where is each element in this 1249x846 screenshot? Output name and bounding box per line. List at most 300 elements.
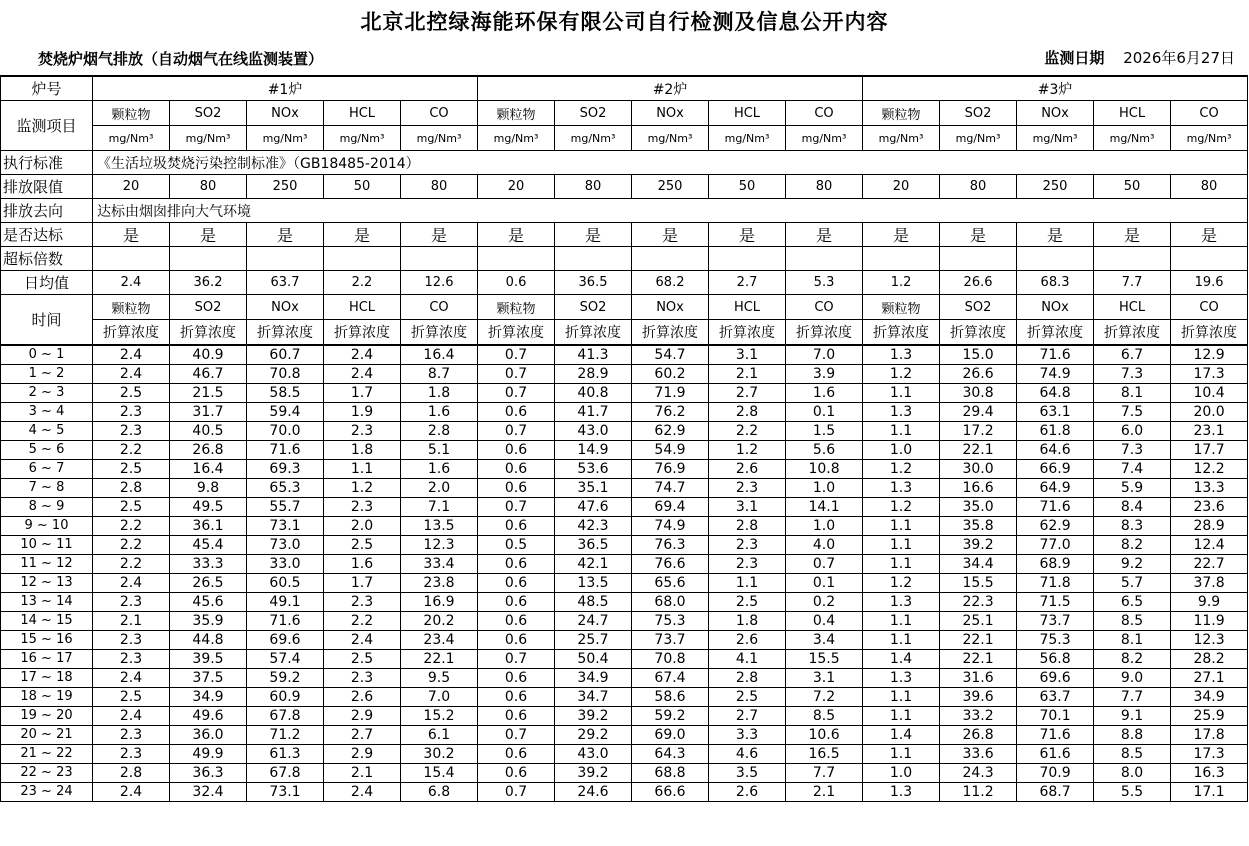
conc-label-cell: 折算浓度 — [786, 320, 863, 346]
item-header-lower: CO — [401, 295, 478, 320]
value-cell: 59.2 — [632, 707, 709, 726]
value-cell: 2.3 — [93, 650, 170, 669]
value-cell: 34.7 — [555, 688, 632, 707]
value-cell: 67.4 — [632, 669, 709, 688]
value-cell: 24.3 — [940, 764, 1017, 783]
value-cell: 62.9 — [632, 422, 709, 441]
value-cell: 74.9 — [632, 517, 709, 536]
value-cell: 1.2 — [324, 479, 401, 498]
value-cell: 68.7 — [1017, 783, 1094, 802]
destination-row — [1, 199, 1248, 223]
value-cell: 0.6 — [478, 612, 555, 631]
value-cell: 60.9 — [247, 688, 324, 707]
item-header: HCL — [1094, 101, 1171, 126]
item-header: 颗粒物 — [93, 101, 170, 126]
value-cell: 2.7 — [324, 726, 401, 745]
value-cell: 1.7 — [324, 574, 401, 593]
value-cell: 1.7 — [324, 384, 401, 403]
value-cell: 2.8 — [93, 479, 170, 498]
value-cell: 35.0 — [940, 498, 1017, 517]
value-cell: 17.3 — [1171, 365, 1248, 384]
table-row — [1, 345, 1248, 365]
value-cell: 10.4 — [1171, 384, 1248, 403]
standard-label: 执行标准 — [1, 151, 93, 175]
value-cell: 0.7 — [478, 650, 555, 669]
value-cell: 71.6 — [1017, 726, 1094, 745]
value-cell: 61.6 — [1017, 745, 1094, 764]
item-header: CO — [401, 101, 478, 126]
value-cell: 76.3 — [632, 536, 709, 555]
limit-cell: 250 — [632, 175, 709, 199]
value-cell: 60.7 — [247, 345, 324, 365]
time-cell: 21 ~ 22 — [1, 745, 93, 764]
time-cell: 7 ~ 8 — [1, 479, 93, 498]
exceed-cell — [555, 247, 632, 271]
time-label: 时间 — [1, 295, 93, 346]
value-cell: 1.1 — [863, 517, 940, 536]
value-cell: 1.2 — [863, 498, 940, 517]
value-cell: 37.5 — [170, 669, 247, 688]
value-cell: 2.9 — [324, 745, 401, 764]
exceed-cell — [247, 247, 324, 271]
unit-cell: mg/Nm³ — [401, 126, 478, 151]
item-header-lower: SO2 — [940, 295, 1017, 320]
item-header: NOx — [247, 101, 324, 126]
value-cell: 47.6 — [555, 498, 632, 517]
value-cell: 73.1 — [247, 783, 324, 802]
value-cell: 8.8 — [1094, 726, 1171, 745]
value-cell: 1.0 — [863, 764, 940, 783]
value-cell: 2.5 — [709, 688, 786, 707]
value-cell: 1.1 — [863, 688, 940, 707]
unit-cell: mg/Nm³ — [940, 126, 1017, 151]
value-cell: 0.1 — [786, 574, 863, 593]
value-cell: 69.6 — [1017, 669, 1094, 688]
value-cell: 41.3 — [555, 345, 632, 365]
value-cell: 2.6 — [324, 688, 401, 707]
value-cell: 2.3 — [93, 403, 170, 422]
value-cell: 23.1 — [1171, 422, 1248, 441]
value-cell: 0.6 — [478, 764, 555, 783]
compliant-cell: 是 — [1094, 223, 1171, 247]
value-cell: 8.3 — [1094, 517, 1171, 536]
unit-cell: mg/Nm³ — [478, 126, 555, 151]
item-header-lower: HCL — [709, 295, 786, 320]
value-cell: 1.3 — [863, 593, 940, 612]
compliant-cell: 是 — [324, 223, 401, 247]
limit-cell: 50 — [324, 175, 401, 199]
unit-cell: mg/Nm³ — [555, 126, 632, 151]
value-cell: 34.9 — [555, 669, 632, 688]
value-cell: 1.6 — [786, 384, 863, 403]
value-cell: 0.5 — [478, 536, 555, 555]
value-cell: 2.3 — [324, 669, 401, 688]
value-cell: 66.6 — [632, 783, 709, 802]
time-cell: 11 ~ 12 — [1, 555, 93, 574]
conc-label-cell: 折算浓度 — [324, 320, 401, 346]
value-cell: 7.1 — [401, 498, 478, 517]
value-cell: 22.7 — [1171, 555, 1248, 574]
table-row — [1, 650, 1248, 669]
value-cell: 35.9 — [170, 612, 247, 631]
value-cell: 22.3 — [940, 593, 1017, 612]
value-cell: 2.3 — [93, 631, 170, 650]
value-cell: 1.0 — [786, 517, 863, 536]
value-cell: 3.4 — [786, 631, 863, 650]
value-cell: 61.8 — [1017, 422, 1094, 441]
item-header-lower: NOx — [247, 295, 324, 320]
value-cell: 1.3 — [863, 669, 940, 688]
unit-cell: mg/Nm³ — [863, 126, 940, 151]
value-cell: 20.2 — [401, 612, 478, 631]
value-cell: 1.1 — [863, 745, 940, 764]
table-row — [1, 726, 1248, 745]
value-cell: 1.2 — [863, 365, 940, 384]
value-cell: 31.7 — [170, 403, 247, 422]
value-cell: 2.4 — [324, 631, 401, 650]
exceed-cell — [1017, 247, 1094, 271]
unit-cell: mg/Nm³ — [324, 126, 401, 151]
conc-label-cell: 折算浓度 — [93, 320, 170, 346]
limit-cell: 80 — [786, 175, 863, 199]
value-cell: 68.8 — [632, 764, 709, 783]
value-cell: 7.2 — [786, 688, 863, 707]
compliant-cell: 是 — [632, 223, 709, 247]
value-cell: 2.3 — [93, 726, 170, 745]
value-cell: 30.8 — [940, 384, 1017, 403]
value-cell: 76.2 — [632, 403, 709, 422]
daily-avg-cell: 19.6 — [1171, 271, 1248, 295]
value-cell: 2.5 — [93, 460, 170, 479]
exceed-cell — [478, 247, 555, 271]
value-cell: 33.6 — [940, 745, 1017, 764]
emission-table — [0, 75, 1248, 802]
value-cell: 23.6 — [1171, 498, 1248, 517]
value-cell: 40.5 — [170, 422, 247, 441]
item-header: CO — [786, 101, 863, 126]
value-cell: 3.5 — [709, 764, 786, 783]
value-cell: 0.6 — [478, 403, 555, 422]
value-cell: 71.2 — [247, 726, 324, 745]
monitoring-date — [1044, 47, 1235, 68]
value-cell: 2.7 — [709, 707, 786, 726]
value-cell: 54.9 — [632, 441, 709, 460]
item-header: SO2 — [940, 101, 1017, 126]
unit-row — [1, 126, 1248, 151]
value-cell: 0.7 — [478, 365, 555, 384]
conc-label-cell: 折算浓度 — [1017, 320, 1094, 346]
value-cell: 35.8 — [940, 517, 1017, 536]
table-row — [1, 764, 1248, 783]
table-row — [1, 555, 1248, 574]
conc-label-cell: 折算浓度 — [940, 320, 1017, 346]
time-cell: 14 ~ 15 — [1, 612, 93, 631]
value-cell: 76.6 — [632, 555, 709, 574]
time-cell: 1 ~ 2 — [1, 365, 93, 384]
daily-avg-cell: 2.2 — [324, 271, 401, 295]
value-cell: 53.6 — [555, 460, 632, 479]
item-header: SO2 — [170, 101, 247, 126]
value-cell: 14.9 — [555, 441, 632, 460]
compliant-row — [1, 223, 1248, 247]
value-cell: 0.7 — [478, 422, 555, 441]
value-cell: 8.2 — [1094, 650, 1171, 669]
table-row — [1, 688, 1248, 707]
value-cell: 7.7 — [786, 764, 863, 783]
time-cell: 18 ~ 19 — [1, 688, 93, 707]
time-cell: 22 ~ 23 — [1, 764, 93, 783]
value-cell: 1.1 — [709, 574, 786, 593]
value-cell: 70.8 — [632, 650, 709, 669]
item-header: SO2 — [555, 101, 632, 126]
table-row — [1, 441, 1248, 460]
value-cell: 49.1 — [247, 593, 324, 612]
value-cell: 12.9 — [1171, 345, 1248, 365]
value-cell: 54.7 — [632, 345, 709, 365]
value-cell: 9.8 — [170, 479, 247, 498]
value-cell: 2.3 — [93, 593, 170, 612]
value-cell: 8.5 — [1094, 612, 1171, 631]
value-cell: 34.9 — [170, 688, 247, 707]
daily-avg-cell: 36.5 — [555, 271, 632, 295]
value-cell: 35.1 — [555, 479, 632, 498]
value-cell: 30.0 — [940, 460, 1017, 479]
value-cell: 76.9 — [632, 460, 709, 479]
value-cell: 26.8 — [940, 726, 1017, 745]
value-cell: 2.3 — [709, 536, 786, 555]
value-cell: 0.1 — [786, 403, 863, 422]
value-cell: 1.1 — [863, 631, 940, 650]
value-cell: 0.7 — [478, 783, 555, 802]
item-header: NOx — [632, 101, 709, 126]
unit-cell: mg/Nm³ — [709, 126, 786, 151]
daily-avg-cell: 5.3 — [786, 271, 863, 295]
value-cell: 39.2 — [940, 536, 1017, 555]
value-cell: 2.7 — [709, 384, 786, 403]
value-cell: 2.3 — [324, 498, 401, 517]
value-cell: 2.8 — [709, 517, 786, 536]
time-cell: 17 ~ 18 — [1, 669, 93, 688]
conc-label-cell: 折算浓度 — [1171, 320, 1248, 346]
value-cell: 68.9 — [1017, 555, 1094, 574]
value-cell: 28.9 — [555, 365, 632, 384]
value-cell: 71.6 — [1017, 345, 1094, 365]
value-cell: 8.0 — [1094, 764, 1171, 783]
conc-label-row — [1, 320, 1248, 346]
value-cell: 2.8 — [93, 764, 170, 783]
compliant-cell: 是 — [247, 223, 324, 247]
value-cell: 2.4 — [93, 783, 170, 802]
daily-avg-cell: 0.6 — [478, 271, 555, 295]
value-cell: 9.0 — [1094, 669, 1171, 688]
value-cell: 69.6 — [247, 631, 324, 650]
value-cell: 16.6 — [940, 479, 1017, 498]
table-row — [1, 593, 1248, 612]
compliant-label: 是否达标 — [1, 223, 93, 247]
item-header-lower: 颗粒物 — [478, 295, 555, 320]
value-cell: 13.3 — [1171, 479, 1248, 498]
standard-row — [1, 151, 1248, 175]
value-cell: 2.3 — [93, 422, 170, 441]
table-row — [1, 707, 1248, 726]
value-cell: 2.5 — [709, 593, 786, 612]
value-cell: 31.6 — [940, 669, 1017, 688]
value-cell: 6.5 — [1094, 593, 1171, 612]
exceed-cell — [324, 247, 401, 271]
item-header: NOx — [1017, 101, 1094, 126]
value-cell: 36.3 — [170, 764, 247, 783]
value-cell: 0.4 — [786, 612, 863, 631]
exceed-cell — [1171, 247, 1248, 271]
value-cell: 2.0 — [401, 479, 478, 498]
value-cell: 17.8 — [1171, 726, 1248, 745]
value-cell: 0.7 — [786, 555, 863, 574]
value-cell: 1.1 — [863, 555, 940, 574]
value-cell: 1.1 — [863, 384, 940, 403]
limit-cell: 20 — [863, 175, 940, 199]
value-cell: 41.7 — [555, 403, 632, 422]
table-row — [1, 365, 1248, 384]
furnace-3-header: #3炉 — [863, 76, 1248, 101]
item-header-lower: CO — [786, 295, 863, 320]
value-cell: 36.0 — [170, 726, 247, 745]
item-header-lower: NOx — [1017, 295, 1094, 320]
conc-label-cell: 折算浓度 — [709, 320, 786, 346]
value-cell: 5.6 — [786, 441, 863, 460]
value-cell: 56.8 — [1017, 650, 1094, 669]
value-cell: 16.5 — [786, 745, 863, 764]
value-cell: 8.5 — [1094, 745, 1171, 764]
value-cell: 65.3 — [247, 479, 324, 498]
value-cell: 29.2 — [555, 726, 632, 745]
value-cell: 1.1 — [863, 422, 940, 441]
value-cell: 16.4 — [170, 460, 247, 479]
exceed-cell — [709, 247, 786, 271]
value-cell: 1.9 — [324, 403, 401, 422]
value-cell: 59.2 — [247, 669, 324, 688]
limit-cell: 80 — [555, 175, 632, 199]
value-cell: 34.4 — [940, 555, 1017, 574]
value-cell: 64.6 — [1017, 441, 1094, 460]
value-cell: 2.2 — [709, 422, 786, 441]
value-cell: 12.3 — [1171, 631, 1248, 650]
time-cell: 10 ~ 11 — [1, 536, 93, 555]
value-cell: 0.6 — [478, 631, 555, 650]
furnace-1-header: #1炉 — [93, 76, 478, 101]
conc-label-cell: 折算浓度 — [247, 320, 324, 346]
table-row — [1, 631, 1248, 650]
unit-cell: mg/Nm³ — [247, 126, 324, 151]
value-cell: 2.0 — [324, 517, 401, 536]
value-cell: 1.1 — [863, 536, 940, 555]
value-cell: 71.9 — [632, 384, 709, 403]
exceed-cell — [93, 247, 170, 271]
value-cell: 8.2 — [1094, 536, 1171, 555]
value-cell: 2.9 — [324, 707, 401, 726]
value-cell: 69.3 — [247, 460, 324, 479]
value-cell: 74.9 — [1017, 365, 1094, 384]
value-cell: 42.1 — [555, 555, 632, 574]
time-cell: 4 ~ 5 — [1, 422, 93, 441]
daily-avg-cell: 1.2 — [863, 271, 940, 295]
value-cell: 17.3 — [1171, 745, 1248, 764]
unit-cell: mg/Nm³ — [1171, 126, 1248, 151]
time-cell: 3 ~ 4 — [1, 403, 93, 422]
value-cell: 2.2 — [93, 517, 170, 536]
value-cell: 8.1 — [1094, 384, 1171, 403]
value-cell: 62.9 — [1017, 517, 1094, 536]
value-cell: 8.5 — [786, 707, 863, 726]
exceed-cell — [632, 247, 709, 271]
value-cell: 39.2 — [555, 707, 632, 726]
value-cell: 1.8 — [324, 441, 401, 460]
value-cell: 0.6 — [478, 460, 555, 479]
time-cell: 19 ~ 20 — [1, 707, 93, 726]
value-cell: 3.3 — [709, 726, 786, 745]
standard-text: 《生活垃圾焚烧污染控制标准》（GB18485-2014） — [93, 151, 1248, 175]
table-row — [1, 669, 1248, 688]
value-cell: 57.4 — [247, 650, 324, 669]
time-cell: 20 ~ 21 — [1, 726, 93, 745]
value-cell: 49.6 — [170, 707, 247, 726]
value-cell: 1.8 — [401, 384, 478, 403]
value-cell: 2.1 — [324, 764, 401, 783]
value-cell: 22.1 — [940, 631, 1017, 650]
value-cell: 1.1 — [863, 707, 940, 726]
value-cell: 8.7 — [401, 365, 478, 384]
value-cell: 70.0 — [247, 422, 324, 441]
value-cell: 16.3 — [1171, 764, 1248, 783]
value-cell: 20.0 — [1171, 403, 1248, 422]
item-header-lower: SO2 — [555, 295, 632, 320]
table-row — [1, 612, 1248, 631]
value-cell: 6.0 — [1094, 422, 1171, 441]
value-cell: 44.8 — [170, 631, 247, 650]
value-cell: 45.4 — [170, 536, 247, 555]
report-subtitle: 焚烧炉烟气排放（自动烟气在线监测装置） — [38, 50, 324, 68]
unit-cell: mg/Nm³ — [93, 126, 170, 151]
value-cell: 33.3 — [170, 555, 247, 574]
value-cell: 33.4 — [401, 555, 478, 574]
value-cell: 17.2 — [940, 422, 1017, 441]
value-cell: 2.1 — [709, 365, 786, 384]
item-header-lower: 颗粒物 — [863, 295, 940, 320]
value-cell: 2.4 — [324, 783, 401, 802]
value-cell: 13.5 — [555, 574, 632, 593]
item-header-lower: HCL — [1094, 295, 1171, 320]
value-cell: 43.0 — [555, 422, 632, 441]
item-header-lower: NOx — [632, 295, 709, 320]
value-cell: 2.5 — [93, 384, 170, 403]
compliant-cell: 是 — [555, 223, 632, 247]
daily-avg-cell: 2.4 — [93, 271, 170, 295]
value-cell: 25.1 — [940, 612, 1017, 631]
compliant-cell: 是 — [478, 223, 555, 247]
value-cell: 26.8 — [170, 441, 247, 460]
time-cell: 23 ~ 24 — [1, 783, 93, 802]
value-cell: 70.9 — [1017, 764, 1094, 783]
value-cell: 7.4 — [1094, 460, 1171, 479]
value-cell: 55.7 — [247, 498, 324, 517]
exceed-cell — [786, 247, 863, 271]
value-cell: 2.2 — [93, 441, 170, 460]
value-cell: 1.3 — [863, 403, 940, 422]
value-cell: 10.6 — [786, 726, 863, 745]
limit-cell: 250 — [247, 175, 324, 199]
furnace-2-header: #2炉 — [478, 76, 863, 101]
value-cell: 71.8 — [1017, 574, 1094, 593]
daily-avg-label: 日均值 — [1, 271, 93, 295]
